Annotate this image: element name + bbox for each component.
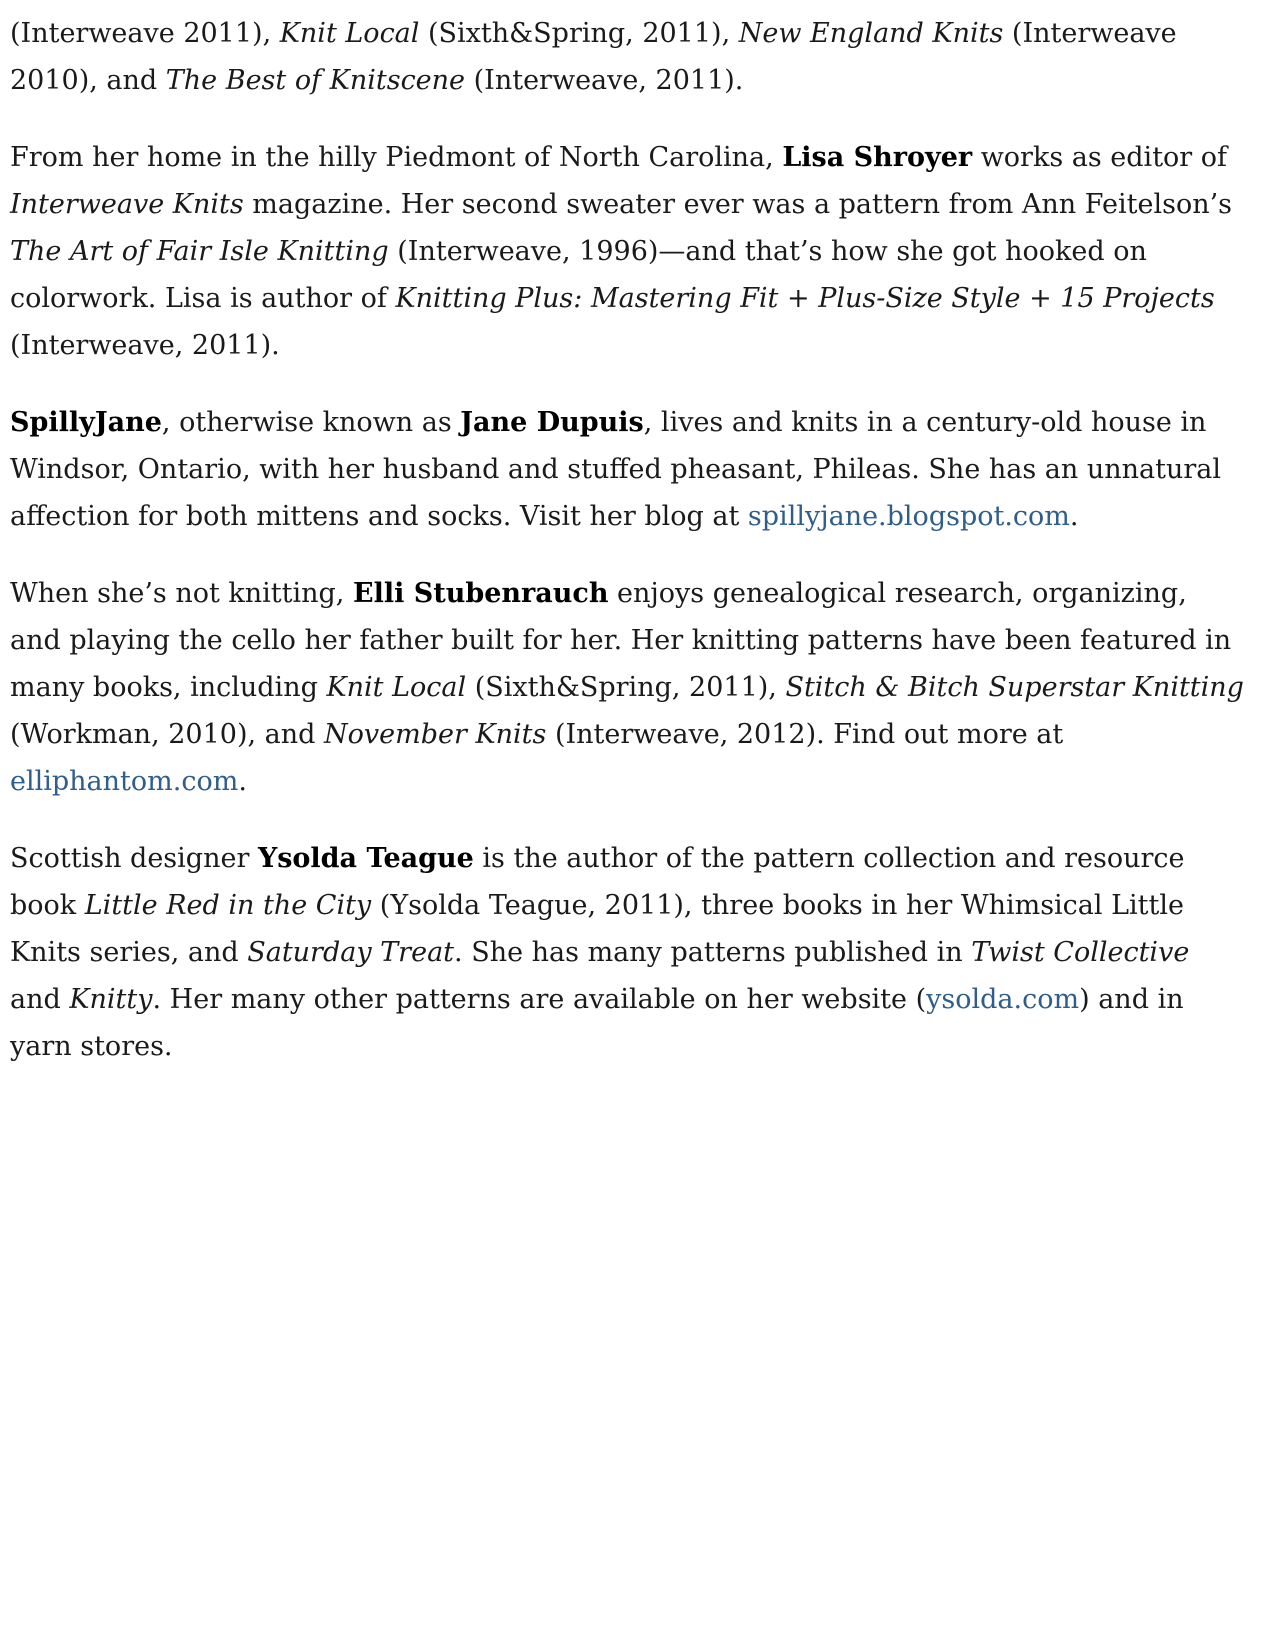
- text-line: [10, 228, 1260, 275]
- text-line: [10, 446, 1260, 493]
- text-line: [10, 570, 1260, 617]
- body-text: (Interweave: [1003, 18, 1177, 49]
- bio-paragraph-ysolda-teague: [10, 835, 1260, 1070]
- body-text: colorwork. Lisa is author of: [10, 283, 396, 314]
- bio-paragraph-intro-continuation: [10, 10, 1260, 104]
- body-text: works as editor of: [972, 142, 1228, 173]
- author-name: SpillyJane: [10, 407, 162, 438]
- text-line: [10, 10, 1260, 57]
- body-text: (Interweave 2011),: [10, 18, 280, 49]
- document-page: [10, 10, 1260, 1100]
- italic-title: New England Knits: [738, 18, 1004, 49]
- italic-title: The Best of Knitscene: [165, 65, 466, 96]
- body-text: (Workman, 2010), and: [10, 719, 324, 750]
- text-line: [10, 275, 1260, 322]
- text-line: [10, 976, 1260, 1023]
- text-line: [10, 57, 1260, 104]
- text-line: [10, 134, 1260, 181]
- body-text: and playing the cello her father built for her. Her knitting patterns have been featured in: [10, 625, 1232, 656]
- body-text: affection for both mittens and socks. Visit her blog at: [10, 501, 748, 532]
- website-link[interactable]: elliphantom.com: [10, 766, 239, 797]
- body-text: magazine. Her second sweater ever was a pattern from Ann Feitelson’s: [243, 189, 1233, 220]
- website-link[interactable]: ysolda.com: [926, 984, 1080, 1015]
- body-text: (Ysolda Teague, 2011), three books in her Whimsical Little: [371, 890, 1184, 921]
- body-text: , otherwise known as: [161, 407, 461, 438]
- body-text: When she’s not knitting,: [10, 578, 353, 609]
- text-line: [10, 929, 1260, 976]
- body-text: 2010), and: [10, 65, 166, 96]
- body-text: (Interweave, 2012). Find out more at: [546, 719, 1064, 750]
- body-text: .: [238, 766, 247, 797]
- italic-title: Knit Local: [326, 672, 467, 703]
- author-name: Elli Stubenrauch: [352, 578, 609, 609]
- website-link[interactable]: spillyjane.blogspot.com: [747, 501, 1070, 532]
- text-line: [10, 664, 1260, 711]
- body-text: From her home in the hilly Piedmont of North Carolina,: [10, 142, 783, 173]
- bio-paragraph-lisa-shroyer: [10, 134, 1260, 369]
- text-line: [10, 493, 1260, 540]
- body-text: Scottish designer: [10, 843, 258, 874]
- italic-title: Twist Collective: [971, 937, 1190, 968]
- text-line: [10, 399, 1260, 446]
- italic-title: The Art of Fair Isle Knitting: [10, 236, 389, 267]
- body-text: (Interweave, 2011).: [465, 65, 744, 96]
- body-text: book: [10, 890, 85, 921]
- text-line: [10, 711, 1260, 758]
- body-text: Knits series, and: [10, 937, 248, 968]
- body-text: , lives and knits in a century-old house in: [643, 407, 1207, 438]
- italic-title: Saturday Treat: [247, 937, 455, 968]
- body-text: enjoys genealogical research, organizing,: [608, 578, 1187, 609]
- italic-title: Interweave Knits: [10, 189, 244, 220]
- text-line: [10, 835, 1260, 882]
- bio-paragraph-spillyjane: [10, 399, 1260, 540]
- body-text: (Sixth&Spring, 2011),: [419, 18, 739, 49]
- author-name: Ysolda Teague: [257, 843, 474, 874]
- body-text: and: [10, 984, 70, 1015]
- italic-title: Knit Local: [279, 18, 420, 49]
- body-text: ) and in: [1079, 984, 1184, 1015]
- bio-paragraph-elli-stubenrauch: [10, 570, 1260, 805]
- body-text: (Interweave, 1996)—and that’s how she got hooked on: [388, 236, 1147, 267]
- text-line: [10, 617, 1260, 664]
- body-text: .: [1069, 501, 1079, 532]
- text-line: [10, 758, 1260, 805]
- body-text: yarn stores.: [10, 1031, 173, 1062]
- italic-title: Knitty: [69, 984, 153, 1015]
- body-text: . Her many other patterns are available on her website (: [152, 984, 927, 1015]
- body-text: (Sixth&Spring, 2011),: [466, 672, 786, 703]
- text-line: [10, 181, 1260, 228]
- italic-title: Stitch & Bitch Superstar Knitting: [785, 672, 1244, 703]
- italic-title: Knitting Plus: Mastering Fit + Plus-Size Style + 15 Projects: [395, 283, 1215, 314]
- author-name: Jane Dupuis: [460, 407, 644, 438]
- body-text: . She has many patterns published in: [454, 937, 972, 968]
- italic-title: Little Red in the City: [84, 890, 372, 921]
- text-line: [10, 322, 1260, 369]
- author-name: Lisa Shroyer: [782, 142, 973, 173]
- text-line: [10, 882, 1260, 929]
- body-text: Windsor, Ontario, with her husband and stuffed pheasant, Phileas. She has an unnatural: [10, 454, 1222, 485]
- body-text: many books, including: [10, 672, 327, 703]
- italic-title: November Knits: [324, 719, 547, 750]
- text-line: [10, 1023, 1260, 1070]
- body-text: (Interweave, 2011).: [10, 330, 280, 361]
- body-text: is the author of the pattern collection and resource: [473, 843, 1185, 874]
